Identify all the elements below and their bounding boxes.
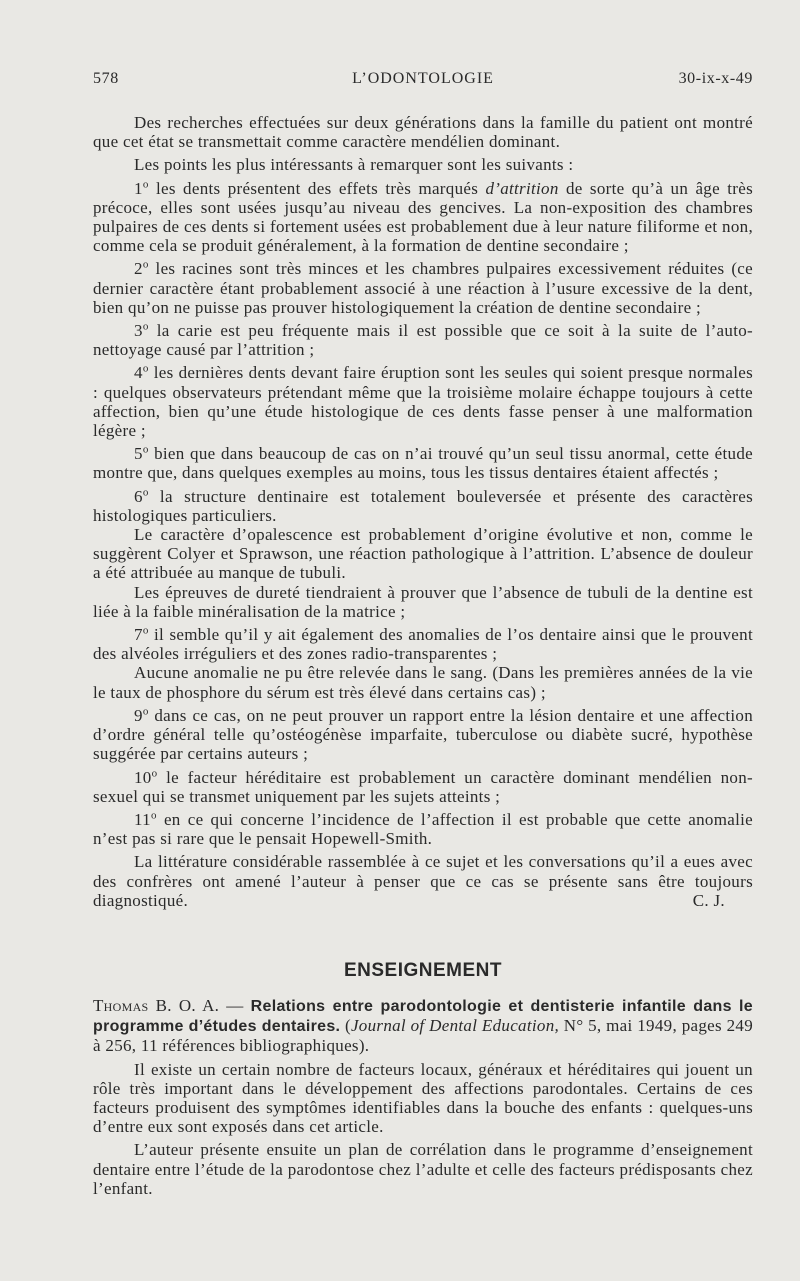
list-item-10: 10$^o$ le facteur héréditaire est probablement un caractère dominant mendélien non-sexuel qui se transmet uniquement par les sujets atteints ;: [93, 766, 753, 806]
review-body: [93, 996, 753, 1198]
paragraph-points-intro: Les points les plus intéressants à remarquer sont les suivants :: [134, 155, 574, 175]
review-title: Relations entre parodontologie et dentisterie infantile dans le programme d’études dentaires.: [93, 998, 753, 1036]
list-item-3: 3$^o$ la carie est peu fréquente mais il est possible que ce soit à la suite de l’auto-nettoyage causé par l’attrition ;: [93, 320, 753, 360]
paragraph-family: Des recherches effectuées sur deux générations dans la famille du patient ont montré que cet état se transmettait comme caractère mendélien dominant.: [93, 113, 753, 152]
paragraph-durete: Les épreuves de dureté tiendraient à prouver que l’absence de tubuli de la dentine est liée à la faible minéralisation de la matrice ;: [93, 582, 753, 621]
page-number: 578: [93, 70, 119, 87]
list-item-4: 4$^o$ les dernières dents devant faire éruption sont les seules qui soient presque normales : quelques observateurs prétendant même que la troisième molaire échappe toujours à cette affection, bien qu’une étude histologique de ces dents fasse penser à une malformation légère ;: [93, 362, 753, 441]
list-item-11: 11$^o$ en ce qui concerne l’incidence de l’affection il est probable que cette anomalie n’est pas si rare que le pensait Hopewell-Smith.: [93, 809, 753, 849]
article-body: [93, 113, 753, 910]
emphasis-attrition: d’attrition: [485, 178, 559, 198]
page-header: [93, 70, 753, 94]
signature: C. J.: [692, 890, 725, 910]
review-paragraph-2: L’auteur présente ensuite un plan de corrélation dans le programme d’enseignement dentaire entre l’étude de la parodontose chez l’adulte et celle des facteurs prédisposants chez l’enfant.: [93, 1140, 753, 1198]
paragraph-opalescence: Le caractère d’opalescence est probablement d’origine évolutive et non, comme le suggèrent Colyer et Sprawson, une réaction pathologique à l’attrition. L’absence de douleur a été attribuée au manque de tubuli.: [93, 525, 753, 583]
review-journal: Journal of Dental Education,: [350, 1016, 560, 1036]
review-author: Thomas B. O. A.: [93, 996, 220, 1015]
section-heading: ENSEIGNEMENT: [343, 960, 503, 981]
review-citation: Thomas B. O. A. — Relations entre parodontologie et dentisterie infantile dans le programme d’études dentaires. (Journal of Dental Education, N° 5, mai 1949, pages 249 à 256, 11 références bibliographiques).: [93, 996, 753, 1056]
list-item-7: 7$^o$ il semble qu’il y ait également des anomalies de l’os dentaire ainsi que le prouvent des alvéoles irréguliers et des zones radio-transparentes ;: [93, 624, 753, 664]
list-item-2: 2$^o$ les racines sont très minces et les chambres pulpaires excessivement réduites (ce dernier caractère étant probablement associé à une réaction à l’usure excessive de la dent, bien qu’on ne puisse pas prouver histologiquement la création de dentine secondaire ;: [93, 258, 753, 317]
list-item-9: 9$^o$ dans ce cas, on ne peut prouver un rapport entre la lésion dentaire et une affection d’ordre général telle qu’ostéogénèse imparfaite, tuberculose ou diabète sucré, hypothèse suggérée par certains auteurs ;: [93, 705, 753, 764]
issue-date: 30-ix-x-49: [678, 70, 753, 87]
list-item-1: 1$^o$ les dents présentent des effets très marqués d’attrition de sorte qu’à un âge très précoce, elles sont usées jusqu’au niveau des gencives. La non-exposition des chambres pulpaires de ces dents si fortement usées est probablement due à leur nature filiforme et non, comme cela se produit généralement, à la formation de dentine secondaire ;: [93, 177, 753, 256]
paragraph-litterature: La littérature considérable rassemblée à ce sujet et les conversations qu’il a eues avec des confrères ont amené l’auteur à penser que ce cas se présente sans être toujours diagnostiqué. C. J.: [93, 852, 753, 910]
paragraph-anomalie: Aucune anomalie ne pu être relevée dans le sang. (Dans les premières années de la vie le taux de phosphore du sérum est très élevé dans certains cas) ;: [93, 663, 753, 702]
list-item-5: 5$^o$ bien que dans beaucoup de cas on n’ai trouvé qu’un seul tissu anormal, cette étude montre que, dans quelques exemples au moins, tous les tissus dentaires étaient affectés ;: [93, 443, 753, 483]
journal-title: L’ODONTOLOGIE: [352, 70, 494, 87]
review-paragraph-1: Il existe un certain nombre de facteurs locaux, généraux et héréditaires qui jouent un rôle très important dans le développement des affections parodontales. Certains de ces facteurs produisent des symptômes identifiables dans la bouche des enfants : quelques-uns d’entre eux sont exposés dans cet article.: [93, 1059, 753, 1137]
list-item-6: 6$^o$ la structure dentinaire est totalement bouleversée et présente des caractères histologiques particuliers.: [93, 486, 753, 525]
